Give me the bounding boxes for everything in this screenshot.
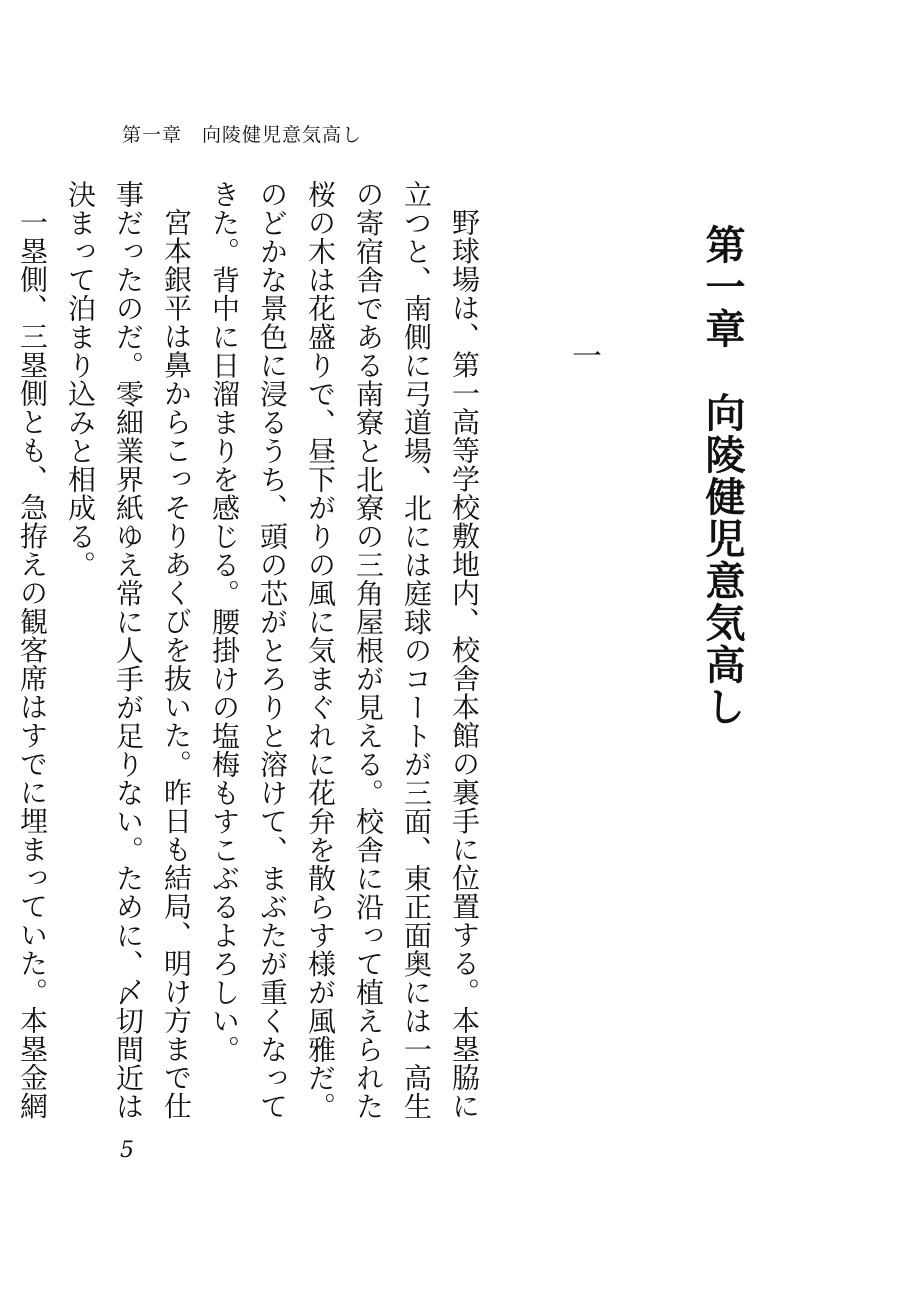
body-text <box>0 180 488 1140</box>
running-head: 第一章 向陵健児意気高し <box>122 124 363 146</box>
chapter-title: 第一章 向陵健児意気高し <box>699 224 746 728</box>
page-number: 5 <box>120 1138 134 1163</box>
paragraph-3: 一塁側、三塁側とも、急拵えの観客席はすでに埋まっていた。本塁金網 <box>16 208 49 1120</box>
section-mark: 一 <box>566 340 601 370</box>
paragraph-2: 宮本銀平は鼻からこっそりあくびを抜いた。昨日も結局、明け方まで仕事だったのだ。零細業界紙ゆえ常に人手が足りない。ために、〆切間近は決まって泊まり込みと相成る。 <box>64 180 193 1121</box>
paragraph-1: 野球場は、第一高等学校敷地内、校舎本館の裏手に位置する。本塁脇に立つと、南側に弓道場、北には庭球のコートが三面、東正面奥には一高生の寄宿舎である南寮と北寮の三角屋根が見える。校舎に沿って植えられた桜の木は花盛りで、昼下がりの風に気まぐれに花弁を散らす様が風雅だ。のどかな景色に浸るうち、頭の芯がとろりと溶けて、まぶたが重くなってきた。背中に日溜まりを感じる。腰掛けの塩梅もすこぶるよろしい。 <box>208 180 481 1121</box>
